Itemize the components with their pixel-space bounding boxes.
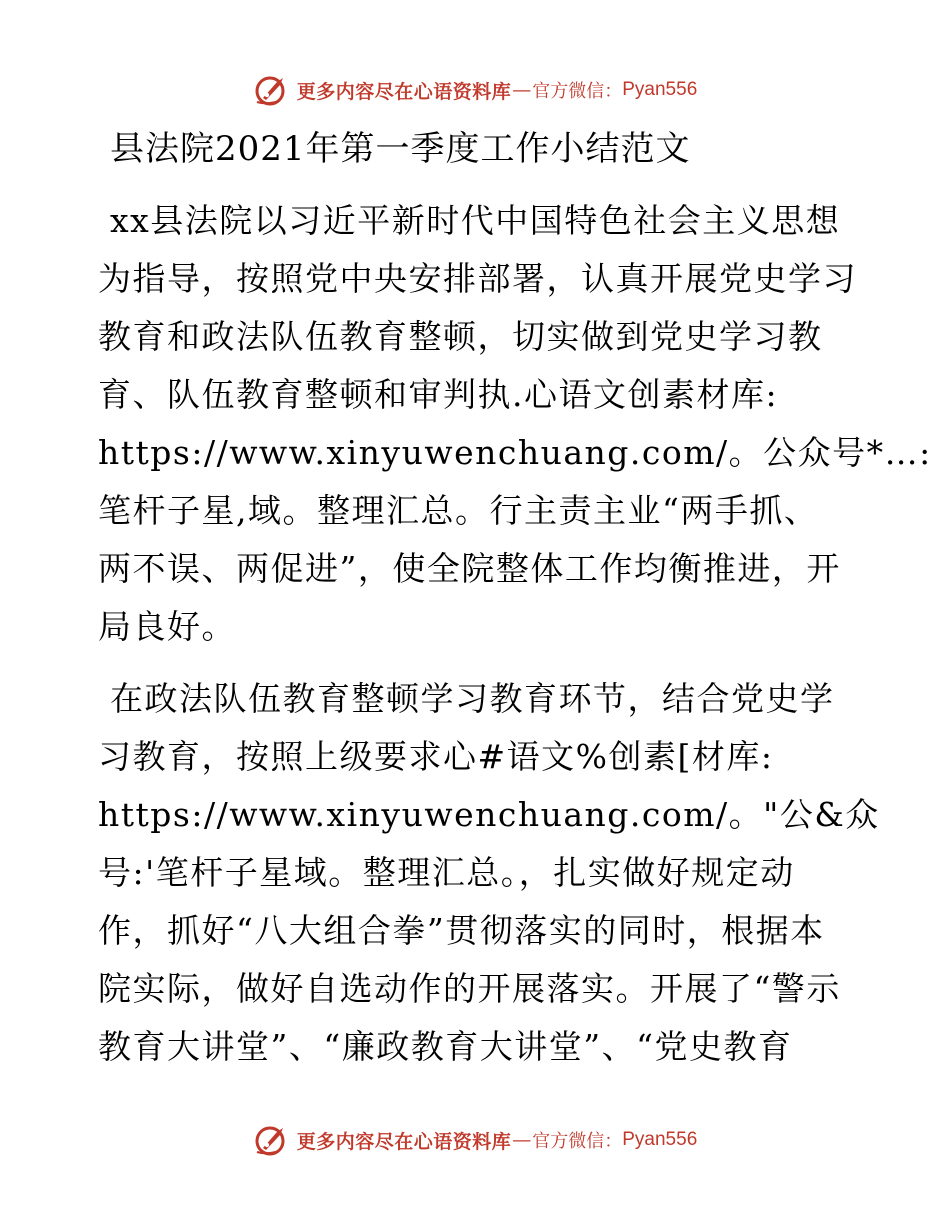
banner-separator: — — [512, 79, 532, 101]
paragraph-2 — [98, 670, 880, 1076]
banner-brand-text: 更多内容尽在心语资料库 — [296, 1130, 512, 1153]
paragraph-line: https://www.xinyuwenchuang.com/。公众号*…: — [98, 433, 932, 472]
banner-separator: — — [512, 1129, 532, 1151]
paragraph-line: https://www.xinyuwenchuang.com/。"公&众 — [98, 795, 880, 834]
document-title: 县法院2021年第一季度工作小结范文 — [110, 129, 691, 169]
paragraph-line: 两不误、两促进”，使全院整体工作均衡推进，开 — [98, 549, 841, 588]
paragraph-line: xx县法院以习近平新时代中国特色社会主义思想 — [110, 201, 841, 240]
banner-brand-text: 更多内容尽在心语资料库 — [296, 80, 512, 103]
paragraph-line: 育、队伍教育整顿和审判执.心语文创素材库: — [98, 375, 779, 414]
document-body — [98, 120, 932, 1076]
paragraph-line: 教育大讲堂”、“廉政教育大讲堂”、“党史教育 — [98, 1027, 793, 1066]
paragraph-line: 作，抓好“八大组合拳”贯彻落实的同时，根据本 — [98, 911, 825, 950]
banner-wechat-label: 官方微信： — [532, 1131, 623, 1152]
paragraph-line: 教育和政法队伍教育整顿，切实做到党史学习教 — [98, 317, 823, 356]
banner-wechat-id: Pyan556 — [622, 1129, 698, 1150]
banner-wechat-id: Pyan556 — [622, 79, 698, 100]
paragraph-line: 局良好。 — [98, 607, 236, 646]
paragraph-line: 院实际，做好自选动作的开展落实。开展了“警示 — [98, 969, 841, 1008]
paragraph-line: 在政法队伍教育整顿学习教育环节，结合党史学 — [110, 679, 835, 718]
paragraph-line: 号:'笔杆子星域。整理汇总。，扎实做好规定动 — [98, 853, 795, 892]
footer-banner — [0, 1118, 950, 1162]
paragraph-1 — [98, 192, 932, 656]
banner-wechat-label: 官方微信： — [532, 81, 623, 102]
pen-nib-logo-icon — [253, 1122, 293, 1158]
header-banner — [0, 68, 950, 112]
pen-nib-logo-icon — [253, 72, 293, 108]
paragraph-line: 笔杆子星,域。整理汇总。行主责主业“两手抓、 — [98, 491, 819, 530]
paragraph-line: 习教育，按照上级要求心#语文%创素[材库: — [98, 737, 774, 776]
paragraph-line: 为指导，按照党中央安排部署，认真开展党史学习 — [98, 259, 857, 298]
